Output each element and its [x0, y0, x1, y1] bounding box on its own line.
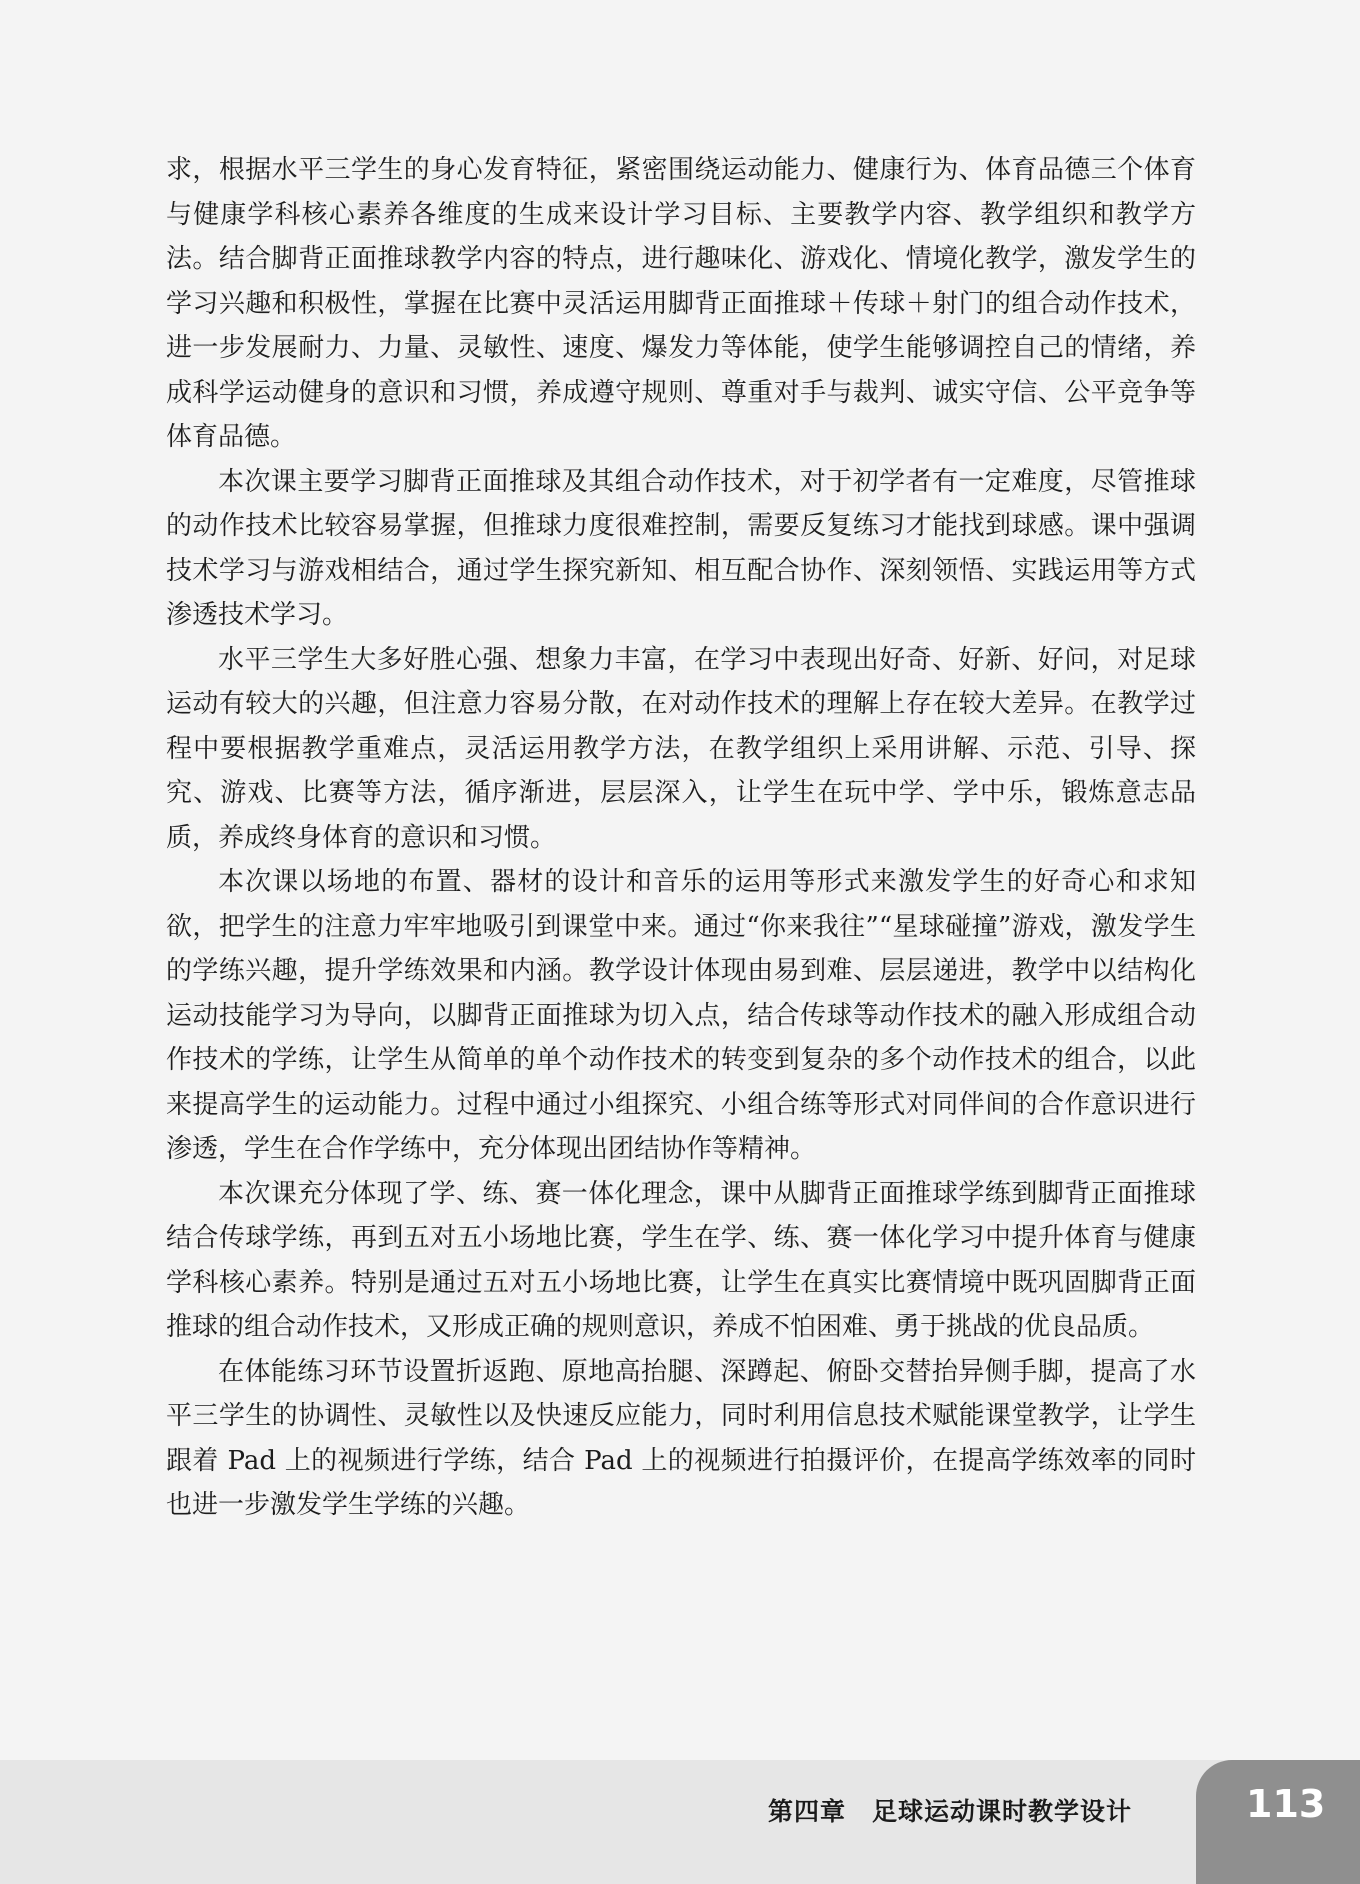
page-number: 113	[1246, 1782, 1326, 1826]
paragraph-continued: 求，根据水平三学生的身心发育特征，紧密围绕运动能力、健康行为、体育品德三个体育与健康学科核心素养各维度的生成来设计学习目标、主要教学内容、教学组织和教学方法。结合脚背正面推球教学内容的特点，进行趣味化、游戏化、情境化教学，激发学生的学习兴趣和积极性，掌握在比赛中灵活运用脚背正面推球＋传球＋射门的组合动作技术，进一步发展耐力、力量、灵敏性、速度、爆发力等体能，使学生能够调控自己的情绪，养成科学运动健身的意识和习惯，养成遵守规则、尊重对手与裁判、诚实守信、公平竞争等体育品德。	[166, 155, 1196, 452]
paragraph: 在体能练习环节设置折返跑、原地高抬腿、深蹲起、俯卧交替抬异侧手脚，提高了水平三学生的协调性、灵敏性以及快速反应能力，同时利用信息技术赋能课堂教学，让学生跟着 Pad 上的视频进行学练，结合 Pad 上的视频进行拍摄评价，在提高学练效率的同时也进一步激发学生学练的兴趣。	[166, 1356, 1196, 1520]
page-body	[166, 148, 1196, 1528]
paragraph: 本次课充分体现了学、练、赛一体化理念，课中从脚背正面推球学练到脚背正面推球结合传球学练，再到五对五小场地比赛，学生在学、练、赛一体化学习中提升体育与健康学科核心素养。特别是通过五对五小场地比赛，让学生在真实比赛情境中既巩固脚背正面推球的组合动作技术，又形成正确的规则意识，养成不怕困难、勇于挑战的优良品质。	[166, 1178, 1196, 1342]
chapter-title: 第四章 足球运动课时教学设计	[767, 1797, 1132, 1826]
paragraph: 水平三学生大多好胜心强、想象力丰富，在学习中表现出好奇、好新、好问，对足球运动有较大的兴趣，但注意力容易分散，在对动作技术的理解上存在较大差异。在教学过程中要根据教学重难点，灵活运用教学方法，在教学组织上采用讲解、示范、引导、探究、游戏、比赛等方法，循序渐进，层层深入，让学生在玩中学、学中乐，锻炼意志品质，养成终身体育的意识和习惯。	[166, 644, 1196, 853]
paragraph: 本次课主要学习脚背正面推球及其组合动作技术，对于初学者有一定难度，尽管推球的动作技术比较容易掌握，但推球力度很难控制，需要反复练习才能找到球感。课中强调技术学习与游戏相结合，通过学生探究新知、相互配合协作、深刻领悟、实践运用等方式渗透技术学习。	[166, 466, 1196, 630]
page-number-tab	[1196, 1760, 1360, 1884]
paragraph: 本次课以场地的布置、器材的设计和音乐的运用等形式来激发学生的好奇心和求知欲，把学生的注意力牢牢地吸引到课堂中来。通过“你来我往”“星球碰撞”游戏，激发学生的学练兴趣，提升学练效果和内涵。教学设计体现由易到难、层层递进，教学中以结构化运动技能学习为导向，以脚背正面推球为切入点，结合传球等动作技术的融入形成组合动作技术的学练，让学生从简单的单个动作技术的转变到复杂的多个动作技术的组合，以此来提高学生的运动能力。过程中通过小组探究、小组合练等形式对同伴间的合作意识进行渗透，学生在合作学练中，充分体现出团结协作等精神。	[166, 867, 1196, 1164]
page-footer	[0, 1760, 1360, 1884]
